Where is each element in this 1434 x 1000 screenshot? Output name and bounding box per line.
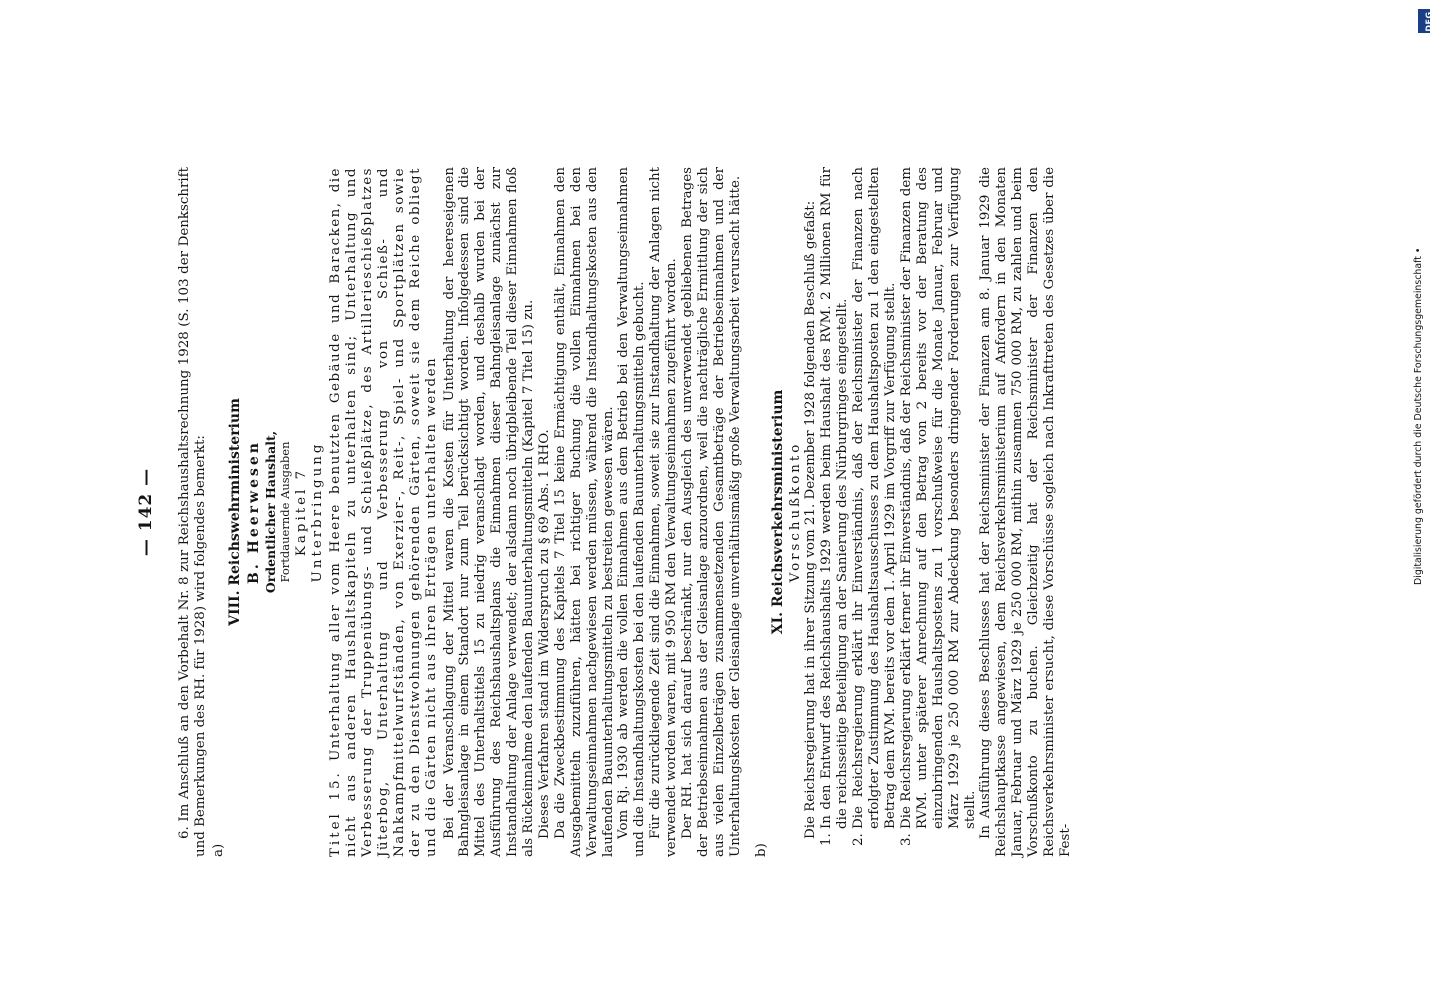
vorschusskonto-heading: Vorschußkonto (787, 441, 803, 583)
book-page (25, 5, 1405, 990)
list-item: 2. Die Reichsregierung erklärt ihr Einverständnis, daß der Reichsminister der Finanzen nach erfolgter Zustimmung des Haushaltsausschusses zu dem Haushaltsposten zu 1 den eingestellten Betrag dem RVM. bereits vor dem 1. April 1929 im Vorgriff zur Verfügung stellt. (851, 167, 899, 829)
beschluss-lead: Die Reichsregierung hat in ihrer Sitzung vom 21. Dezember 1928 folgenden Beschluß gefaßt: (803, 200, 819, 839)
closing-paragraph: In Ausführung dieses Beschlusses hat der Reichsminister der Finanzen am 8. Januar 1929 die Reichshauptkasse angewiesen, dem Reichsverkehrsministerium auf Anfordern in den Monaten Januar, Februar und März 1929 je 250 000 RM, mithin zusammen 750 000 RM, zu zahlen und beim Vorschußkonto zu buchen. Gleichzeitig hat der Reichsminister der Finanzen den Reichsverkehrsminister ersucht, diese Vorschüsse sogleich nach Inkrafttreten des Gesetzes über die Fest- (978, 167, 1073, 857)
list-item: 3. Die Reichsregierung erklärt ferner ihr Einverständnis, daß der Reichsminister der Finanzen dem RVM. unter späterer Anrechnung auf den Betrag von 2 bereits vor der Beratung des einzubringenden Haushaltspostens zu 1 vorschußweise für die Monate Januar, Februar und März 1929 je 250 000 RM zur Abdeckung besonders dringender Forderungen zur Verfügung stellt. (899, 167, 979, 829)
section-a-label: a) (210, 843, 226, 857)
ministry-heading-reichswehr: VIII. Reichswehrministerium (226, 398, 243, 626)
titel-text: Unterhaltung aller vom Heere benutzten Gebäude und Baracken, die nicht aus anderen Haushaltskapiteln zu unterhalten sind; Unterhaltung und Verbesserung der Truppenübungs- und Schießplätze, des Artillerieschießplatzes Jüterbog, Unterhaltung und Verbesserung von Schieß- und Nahkampfmittelwurfständen, von Exerzier-, Reit-, Spiel- und Sportplätzen sowie der zu den Dienstwohnungen gehörenden Gärten, soweit sie dem Reiche obliegt und die Gärten nicht aus ihren Erträgen unterhalten werden (328, 167, 439, 857)
budget-subheading: Fortdauernde Ausgaben (278, 441, 293, 583)
beschluss-list (819, 167, 978, 857)
section-b-label: b) (753, 843, 769, 857)
dfg-logo-text: DFG (1424, 11, 1434, 32)
paragraph-verfahren: Dieses Verfahren stand im Widerspruch zu § 69 Abs. 1 RHO. (536, 429, 552, 839)
paragraph-zweckbestimmung: Da die Zweckbestimmung des Kapitels 7 Titel 15 keine Ermächtigung enthält, Einnahmen den Ausgabemitteln zuzuführen, hätten bei richtiger Buchung die vollen Einnahmen bei den Verwaltungseinnahmen nachgewiesen werden müssen, während die Instandhaltungskosten aus den laufenden Bauunterhaltungsmitteln zu bestreiten gewesen wären. (552, 167, 616, 857)
rotated-page-content (135, 167, 1245, 857)
paragraph-veranschlagung: Bei der Veranschlagung der Mittel waren die Kosten für Unterhaltung der heereseigenen Bahngleisanlage in einem Standort nur zum Teil berücksichtigt worden. Infolgedessen sind die Mittel des Unterhaltstitels 15 zu niedrig veranschlagt worden, und deshalb wurden bei der Ausführung des Reichshaushaltsplans die Einnahmen dieser Bahngleisanlage zunächst zur Instandhaltung der Anlage verwendet; der alsdann noch übrigbleibende Teil dieser Einnahmen floß als Rückeinnahme den laufenden Bauunterhaltungsmitteln (Kapitel 7 Titel 15) zu. (441, 167, 537, 857)
digitization-credit: Digitalisierung gefördert durch die Deutsche Forschungsgemeinschaft • (1413, 247, 1424, 585)
list-item: 1. In den Entwurf des Reichshaushalts 1929 werden beim Haushalt des RVM. 2 Millionen RM für die reichsseitige Beteiligung an der Sanierung des Nürburgringes eingestellt. (819, 167, 851, 829)
page-number: — 142 — (136, 467, 156, 557)
titel-15-paragraph (328, 167, 439, 857)
part-heading-heerwesen: B. Heerwesen (245, 440, 262, 584)
paragraph-rh-beschraenkung: Der RH. hat sich darauf beschränkt, nur den Ausgleich des unverwendet gebliebenen Betrages der Betriebseinnahmen aus der Gleisanlage anzuordnen, weil die nachträgliche Ermittlung der sich aus vielen Einzelbeträgen zusammensetzenden Gesamtbeträge der Betriebseinnahmen und der Unterhaltungskosten der Gleisanlage unverhältnismäßig große Verwaltungsarbeit verursacht hätte. (680, 167, 743, 857)
dfg-logo (1418, 9, 1434, 33)
paragraph-rj-1930: Vom Rj. 1930 ab werden die vollen Einnahmen aus dem Betrieb bei den Verwaltungseinnahmen und die Instandhaltungskosten bei den laufenden Bauunterhaltungsmitteln gebucht. (616, 167, 648, 857)
chapter-heading: Kapitel 7 (294, 467, 310, 557)
budget-heading: Ordentlicher Haushalt, (262, 430, 278, 594)
ministry-heading-reichsverkehr: XI. Reichsverkehrsministerium (769, 389, 786, 635)
paragraph-zurueckliegende-zeit: Für die zurückliegende Zeit sind die Einnahmen, soweit sie zur Instandhaltung der Anlagen nicht verwendet worden waren, mit 9 950 RM den Verwaltungseinnahmen zugeführt worden. (648, 167, 680, 857)
titel-label: Titel 15. (328, 770, 344, 857)
intro-paragraph: 6. Im Anschluß an den Vorbehalt Nr. 8 zur Reichshaushaltsrechnung 1928 (S. 103 der Denkschrift und Bemerkungen des RH. für 1928) wird folgendes bemerkt: (177, 167, 208, 857)
chapter-title: Unterbringung (310, 441, 326, 583)
